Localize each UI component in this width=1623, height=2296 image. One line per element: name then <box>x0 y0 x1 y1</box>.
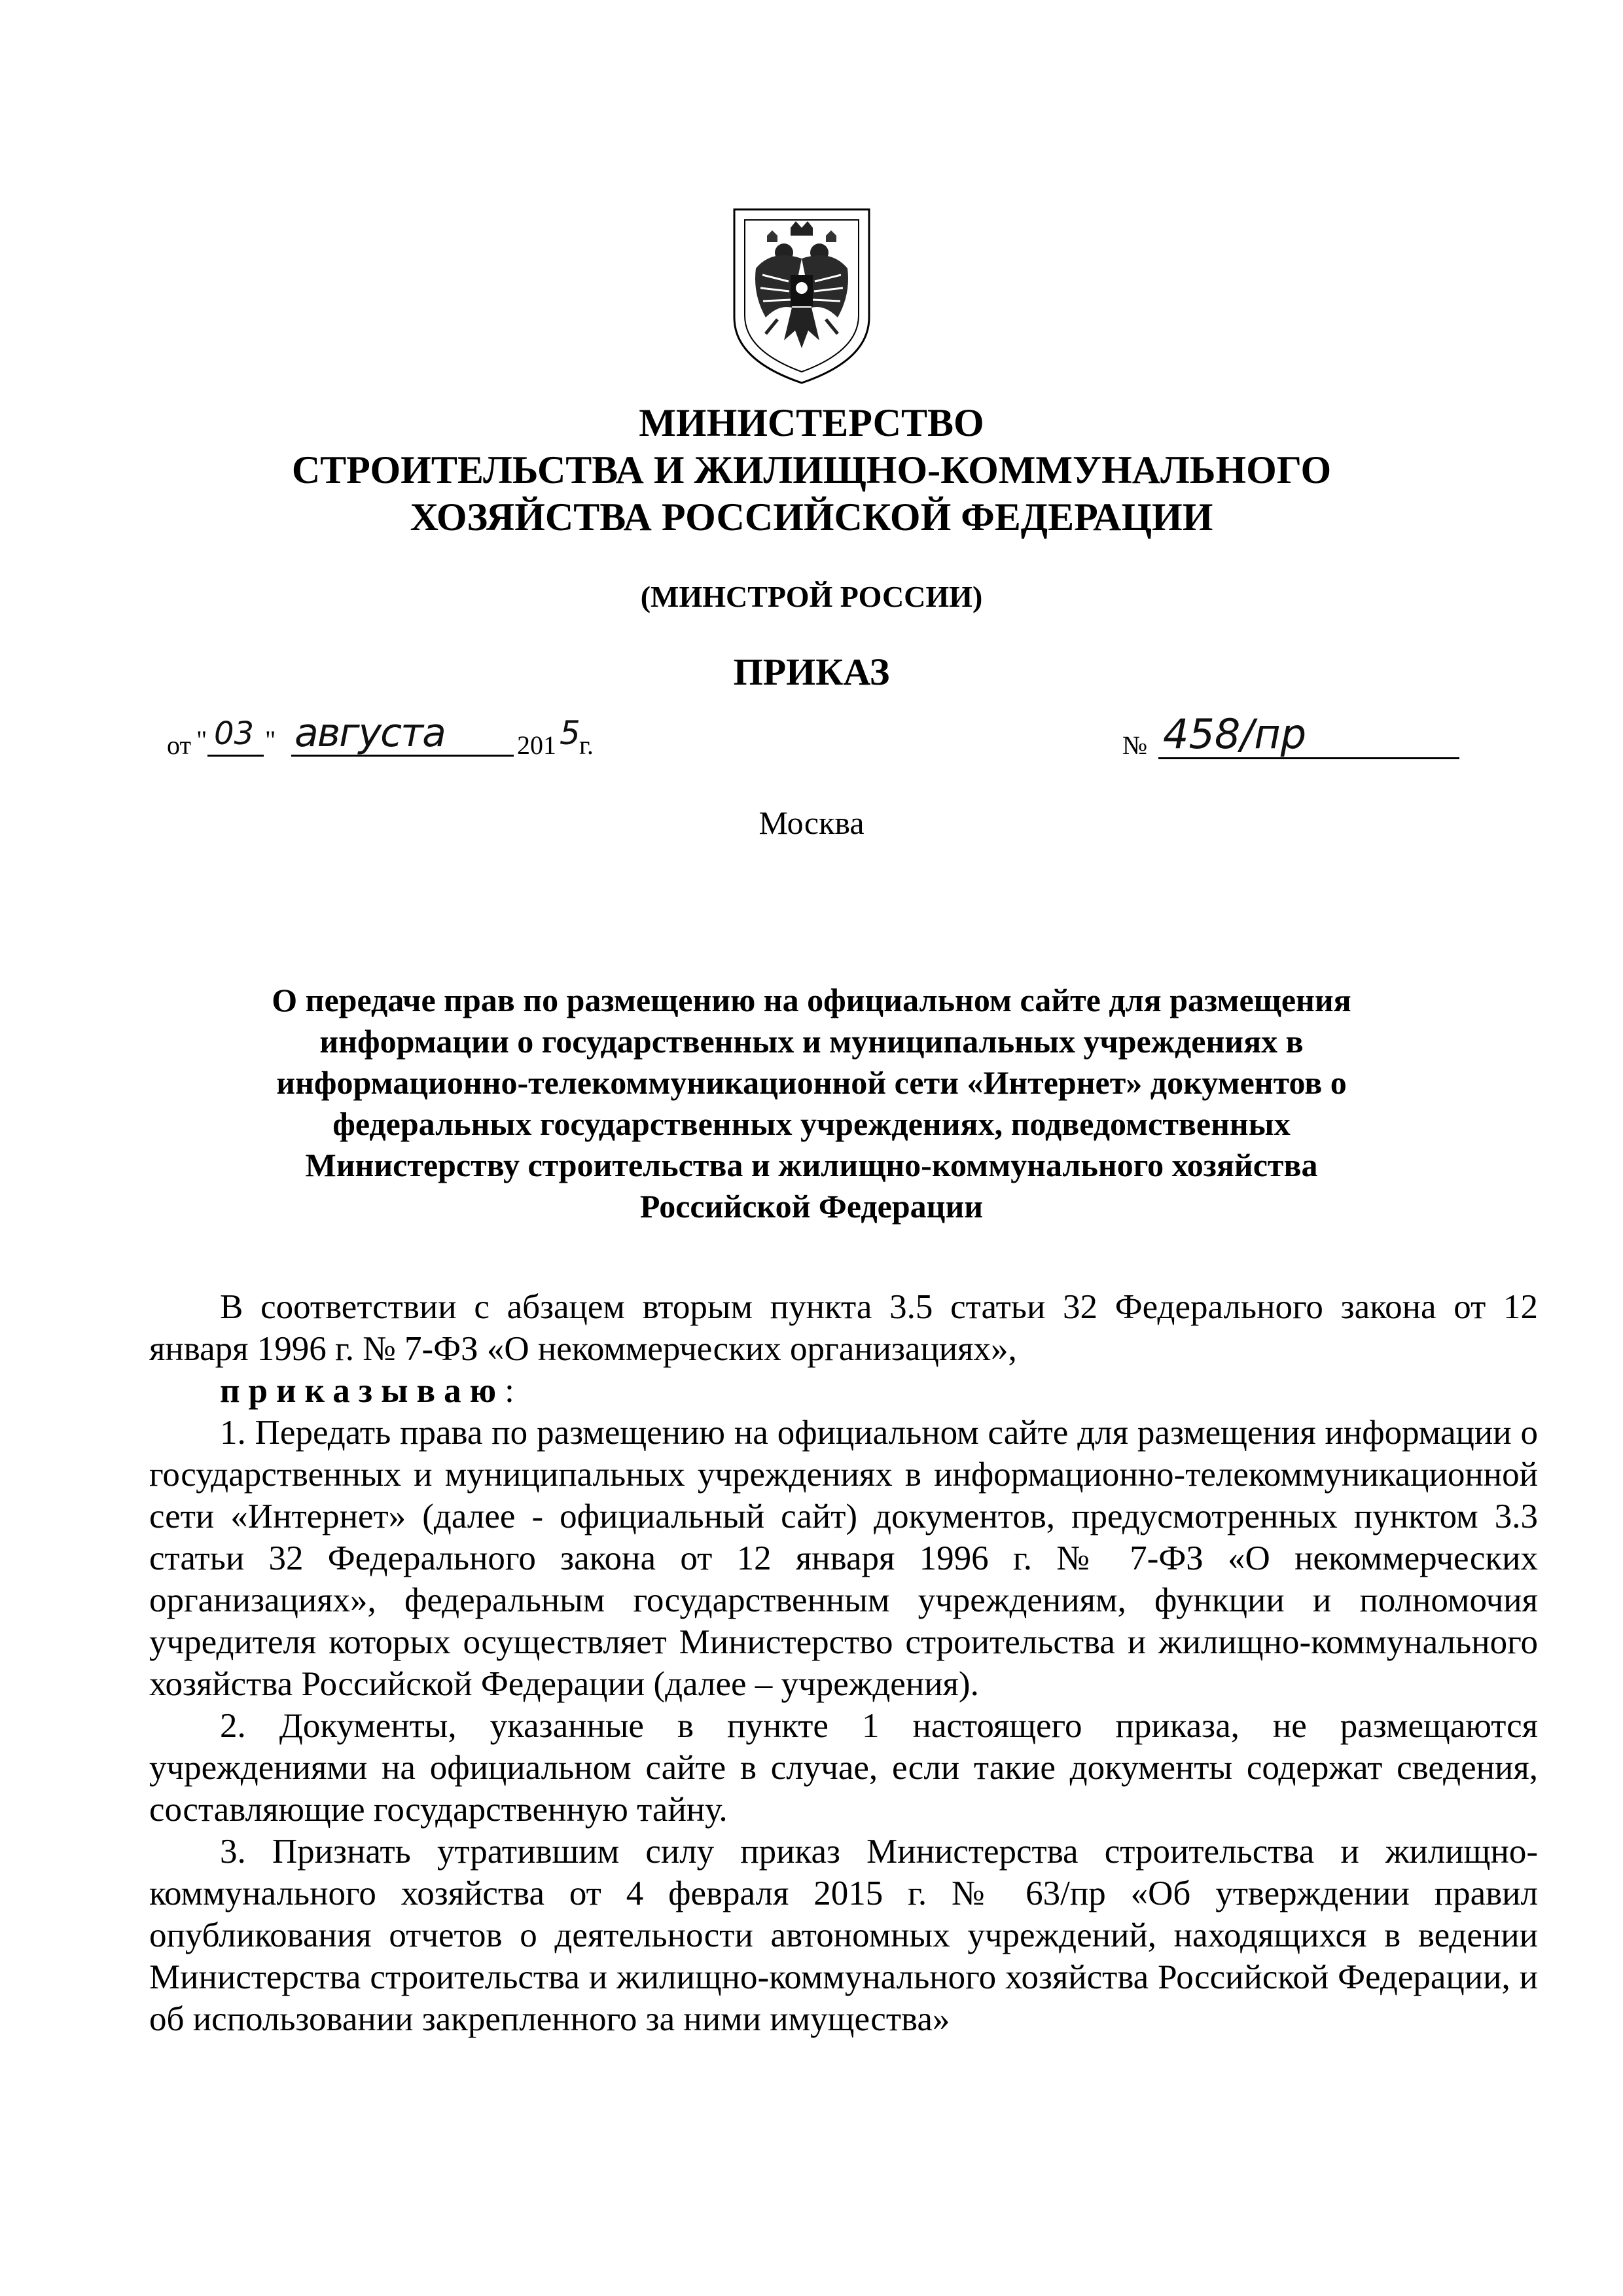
order-date <box>167 710 677 782</box>
order-word-paragraph <box>149 1370 1538 1412</box>
item-2: 2. Документы, указанные в пункте 1 настоящего приказа, не размещаются учреждениями на официальном сайте в случае, если такие документы содержат сведения, составляющие государственную тайну. <box>149 1707 1538 1829</box>
city: Москва <box>758 804 865 841</box>
ministry-name-line3: ХОЗЯЙСТВА РОССИЙСКОЙ ФЕДЕРАЦИИ <box>410 495 1213 539</box>
ministry-name <box>131 399 1492 541</box>
preamble: В соответствии с абзацем вторым пункта 3.5 статьи 32 Федерального закона от 12 января 1996 г. № 7-ФЗ «О некоммерческих организациях», <box>149 1288 1538 1368</box>
date-quote-close: " <box>265 725 276 755</box>
subject-line2: информации о государственных и муниципальных учреждениях в <box>319 1023 1304 1060</box>
subject-line1: О передаче прав по размещению на официальном сайте для размещения <box>272 982 1351 1018</box>
number-prefix: № <box>1122 730 1148 760</box>
date-year-prefix: 201 <box>517 730 556 760</box>
number-value: 458/пр <box>1163 710 1307 758</box>
order-number <box>1122 710 1463 782</box>
subject-line3: информационно-телекоммуникационной сети «Интернет» документов о <box>276 1064 1347 1101</box>
order-word-colon: : <box>505 1372 514 1410</box>
russian-coat-of-arms-icon <box>726 196 877 393</box>
date-prefix: от <box>167 730 191 760</box>
order-subject <box>196 980 1427 1227</box>
emblem <box>726 196 877 393</box>
order-word: приказываю <box>220 1372 505 1410</box>
date-month: августа <box>294 710 445 756</box>
date-year-suffix: г. <box>579 730 594 760</box>
subject-line6: Российской Федерации <box>639 1188 984 1225</box>
date-quote-open: " <box>196 725 207 755</box>
date-day: 03 <box>214 715 255 752</box>
subject-line5: Министерству строительства и жилищно-коммунального хозяйства <box>305 1147 1318 1183</box>
document-type: ПРИКАЗ <box>733 651 890 693</box>
ministry-name-line2: СТРОИТЕЛЬСТВА И ЖИЛИЩНО-КОММУНАЛЬНОГО <box>291 448 1332 492</box>
date-year-digit: 5 <box>560 714 580 752</box>
ministry-name-line1: МИНИСТЕРСТВО <box>639 401 984 444</box>
item-3: 3. Признать утратившим силу приказ Министерства строительства и жилищно-коммунального хозяйства от 4 февраля 2015 г. № 63/пр «Об утверждении правил опубликования отчетов о деятельности автономных учреждений, находящихся в ведении Министерства строительства и жилищно-коммунального хозяйства Российской Федерации, и об использовании закрепленного за ними имущества» <box>149 1833 1538 2038</box>
item-1: 1. Передать права по размещению на официальном сайте для размещения информации о государственных и муниципальных учреждениях в информационно-телекоммуникационной сети «Интернет» (далее - официальный сайт) документов, предусмотренных пунктом 3.3 статьи 32 Федерального закона от 12 января 1996 г. № 7-ФЗ «О некоммерческих организациях», федеральным государственным учреждениям, функции и полномочия учредителя которых осуществляет Министерство строительства и жилищно-коммунального хозяйства Российской Федерации (далее – учреждения). <box>149 1414 1538 1703</box>
subject-line4: федеральных государственных учреждениях, подведомственных <box>332 1105 1291 1142</box>
order-body <box>149 1286 1538 2040</box>
ministry-short-name: (МИНСТРОЙ РОССИИ) <box>640 580 983 613</box>
